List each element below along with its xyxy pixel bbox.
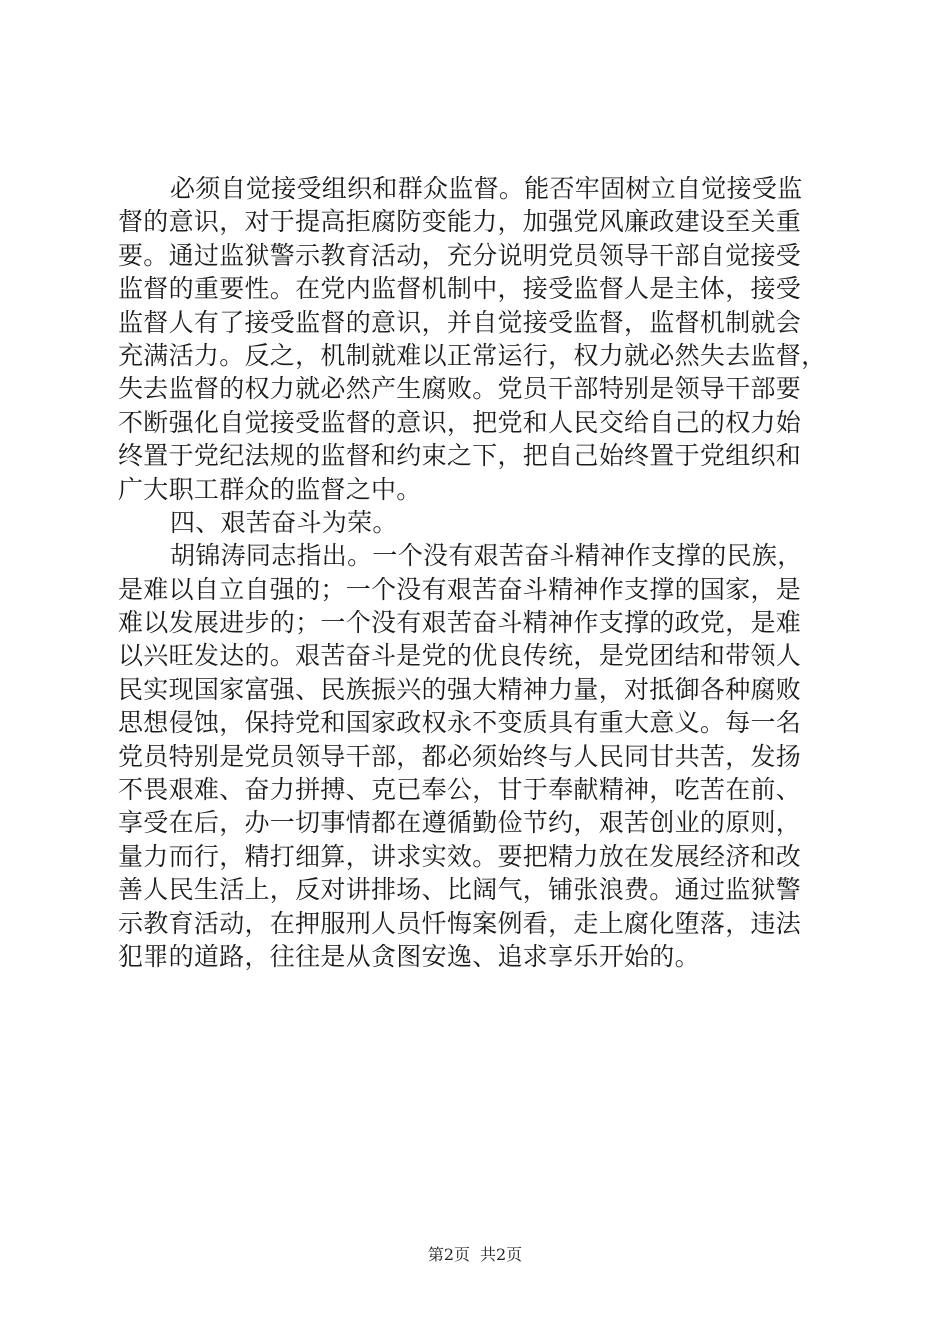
text-line: 失去监督的权力就必然产生腐败。党员干部特别是领导干部要 — [118, 374, 802, 404]
page-number-total: 共2页 — [480, 1245, 523, 1264]
text-line: 难以发展进步的；一个没有艰苦奋斗精神作支撑的政党，是难 — [118, 608, 802, 638]
text-line: 量力而行，精打细算，讲求实效。要把精力放在发展经济和改 — [118, 841, 802, 871]
document-body — [118, 172, 834, 973]
text-line: 监督人有了接受监督的意识，并自觉接受监督，监督机制就会 — [118, 307, 802, 337]
text-line: 四、艰苦奋斗为荣。 — [170, 507, 398, 537]
text-line: 民实现国家富强、民族振兴的强大精神力量，对抵御各种腐败 — [118, 674, 802, 704]
text-line: 监督的重要性。在党内监督机制中，接受监督人是主体，接受 — [118, 274, 802, 304]
text-line: 督的意识，对于提高拒腐防变能力，加强党风廉政建设至关重 — [118, 207, 802, 237]
text-line: 要。通过监狱警示教育活动，充分说明党员领导干部自觉接受 — [118, 240, 802, 270]
text-line: 是难以自立自强的；一个没有艰苦奋斗精神作支撑的国家，是 — [118, 574, 802, 604]
text-line: 示教育活动，在押服刑人员忏悔案例看，走上腐化堕落，违法 — [118, 908, 802, 938]
text-line: 不断强化自觉接受监督的意识，把党和人民交给自己的权力始 — [118, 407, 802, 437]
text-line: 党员特别是党员领导干部，都必须始终与人民同甘共苦，发扬 — [118, 741, 802, 771]
text-line: 犯罪的道路，往往是从贪图安逸、追求享乐开始的。 — [118, 941, 700, 971]
text-line: 善人民生活上，反对讲排场、比阔气，铺张浪费。通过监狱警 — [118, 875, 802, 905]
text-line: 广大职工群众的监督之中。 — [118, 474, 422, 504]
text-line: 充满活力。反之，机制就难以正常运行，权力就必然失去监督， — [118, 340, 827, 370]
text-line: 享受在后，办一切事情都在遵循勤俭节约，艰苦创业的原则， — [118, 808, 802, 838]
text-line: 胡锦涛同志指出。一个没有艰苦奋斗精神作支撑的民族， — [170, 541, 803, 571]
text-line: 终置于党纪法规的监督和约束之下，把自己始终置于党组织和 — [118, 441, 802, 471]
text-line: 不畏艰难、奋力拼搏、克已奉公，甘于奉献精神，吃苦在前、 — [118, 775, 802, 805]
page-number-current: 第2页 — [427, 1245, 470, 1264]
text-line: 以兴旺发达的。艰苦奋斗是党的优良传统，是党团结和带领人 — [118, 641, 802, 671]
page-footer — [0, 1245, 950, 1265]
text-line: 思想侵蚀，保持党和国家政权永不变质具有重大意义。每一名 — [118, 708, 802, 738]
text-line: 必须自觉接受组织和群众监督。能否牢固树立自觉接受监 — [170, 174, 803, 203]
